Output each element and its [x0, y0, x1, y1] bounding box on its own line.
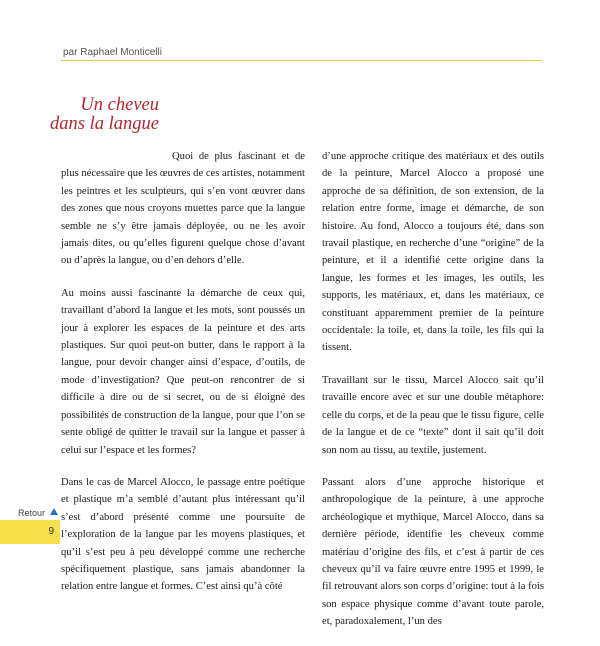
article-title — [40, 96, 159, 134]
arrow-up-icon — [50, 508, 58, 515]
page-number: 9 — [0, 520, 60, 544]
text-column-right — [322, 148, 544, 646]
title-line-1: Un cheveu — [80, 95, 159, 115]
paragraph: Quoi de plus fascinant et de plus nécessaire que les œuvres de ces artistes, notamment les peintres et les sculpteurs, qui s’en vont œuvrer dans des zones que nous croyons muettes parce que la langue semble ne s’y être jamais déployée, ou ne les avoir jamais dites, ou qu’elles figurent quelque chose d’avant ou d’après la langue, ou d’en dehors d’elle. — [61, 151, 305, 267]
paragraph: Au moins aussi fascinante la démarche de ceux qui, travaillant d’abord la langue et les mots, sont poussés un jour à explorer les espaces de la peinture et des arts plastiques. Sur quoi peut-on butter, dans le rapport à la langue, pour devoir changer ainsi d’espace, d’outils, de mode d’investigation? Que peut-on rencontrer de si difficile à dire ou de si secret, ou de si éloigné des possibilités de construction de la langue, pour que l’on se sente obligé de quitter le travail sur la langue et passer à celui sur l’espace et les formes? — [61, 287, 305, 456]
retour-label: Retour — [18, 508, 46, 518]
text-column-left — [61, 148, 305, 611]
paragraph: d’une approche critique des matériaux et des outils de la peinture, Marcel Alocco a proposé une approche de sa définition, de son extension, de la relation entre forme, image et démarche, de son histoire. Au fond, Alocco a toujours été, dans son travail plastique, en recherche d’une “origine” de la peinture, et il a identifié cette origine dans la langue, les formes et les images, les outils, les supports, les matériaux, et, dans les matériaux, ce constituant apparemment premier de la peinture occidentale: la toile, et, dans la toile, les fils qui la tissent. — [322, 151, 544, 354]
author-byline: par Raphael Monticelli — [63, 47, 162, 58]
header-rule — [61, 60, 542, 61]
paragraph: Travaillant sur le tissu, Marcel Alocco sait qu’il travaille encore avec et sur une double métaphore: celle du corps, et de la peau que le tissu figure, celle de la langue et de ce “texte” dont il sait qu’il doit son nom au tissu, au textile, justement. — [322, 374, 544, 456]
paragraph: Dans le cas de Marcel Alocco, le passage entre poétique et plastique m’a semblé d’autant plus intéressant qu’il s’est d’abord présenté comme une poursuite de l’exploration de la langue par les moyens plastiques, et qu’il s’est peu à peu développé comme une recherche spécifiquement plastique, sans jamais abandonner la relation entre langue et formes. C’est ainsi qu’à côté — [61, 476, 305, 593]
paragraph: Passant alors d’une approche historique et anthropologique de la peinture, à une approche archéologique et mythique, Marcel Alocco, dans sa dernière période, identifie les cheveux comme matériau d’origine des fils, et c’est à partir de ces cheveux qu’il va faire œuvre entre 1995 et 1999, le fil retrouvant alors son corps d’origine: tout à la fois son espace physique comme d’avant toute parole, et, paradoxalement, l’un des — [322, 476, 544, 628]
title-line-2: dans la langue — [50, 114, 159, 134]
retour-link[interactable] — [18, 508, 58, 518]
